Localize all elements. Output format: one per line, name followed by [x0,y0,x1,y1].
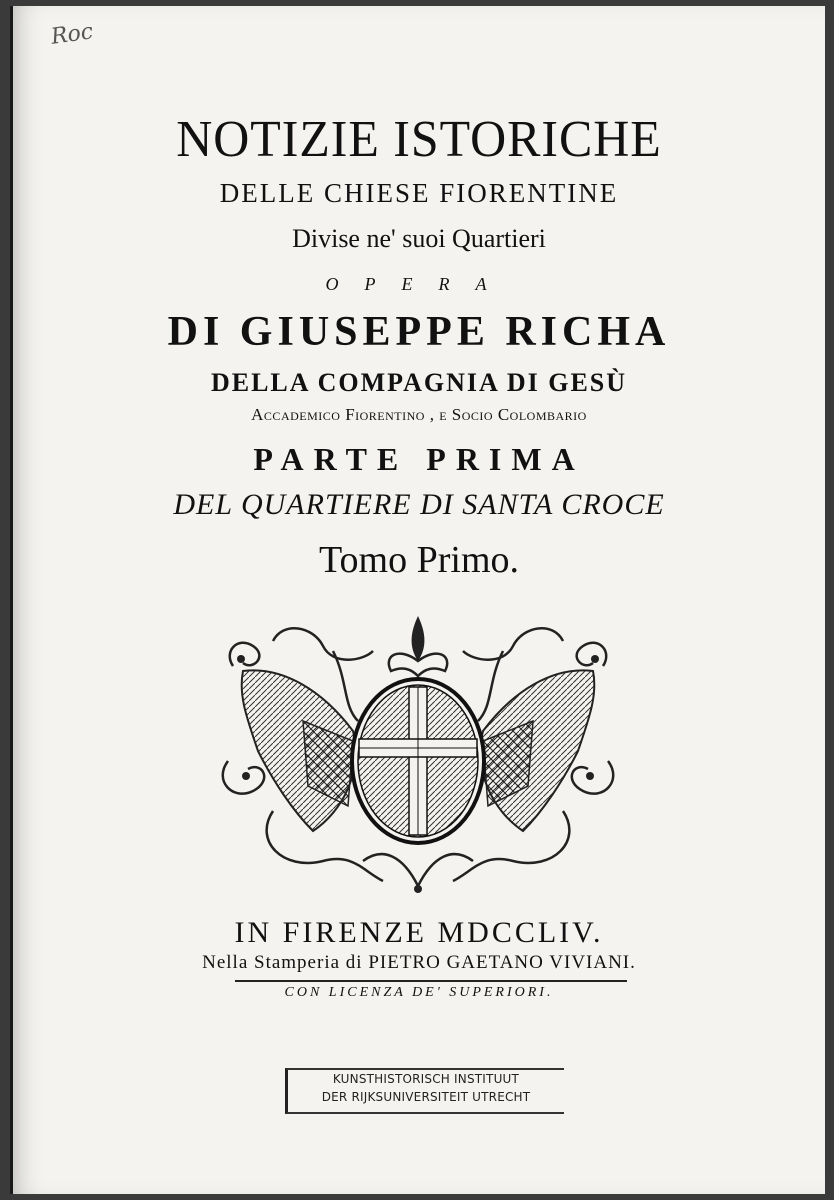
imprint-divider [235,980,627,982]
library-stamp [285,1068,564,1114]
volume-line: Tomo Primo. [318,539,520,581]
library-stamp-line1: KUNSTHISTORISCH INSTITUUT [332,1072,520,1086]
coat-of-arms-cross-icon [213,611,623,896]
opera-line: OPERA [325,274,513,294]
order-line: DELLA COMPAGNIA DI GESÙ [210,368,628,397]
imprint-license: CON LICENZA DE' SUPERIORI. [284,985,554,1000]
handwritten-margin-note: Roc [49,19,95,50]
quarter-line: DEL QUARTIERE DI SANTA CROCE [173,488,665,521]
title-page [10,6,825,1194]
imprint-place-year: IN FIRENZE MDCCLIV. [234,916,604,949]
part-line: PARTE PRIMA [253,441,585,477]
imprint-printer: Nella Stamperia di PIETRO GAETANO VIVIANI. [202,952,636,973]
subtitle: DELLE CHIESE FIORENTINE [219,178,619,208]
affiliation-line: Accademico Fiorentino , e Socio Colombario [251,405,587,424]
division-line: Divise ne' suoi Quartieri [292,224,546,253]
library-stamp-line2: DER RIJKSUNIVERSITEIT UTRECHT [321,1090,531,1104]
author-line: DI GIUSEPPE RICHA [167,309,671,355]
main-title: NOTIZIE ISTORICHE [176,111,662,168]
